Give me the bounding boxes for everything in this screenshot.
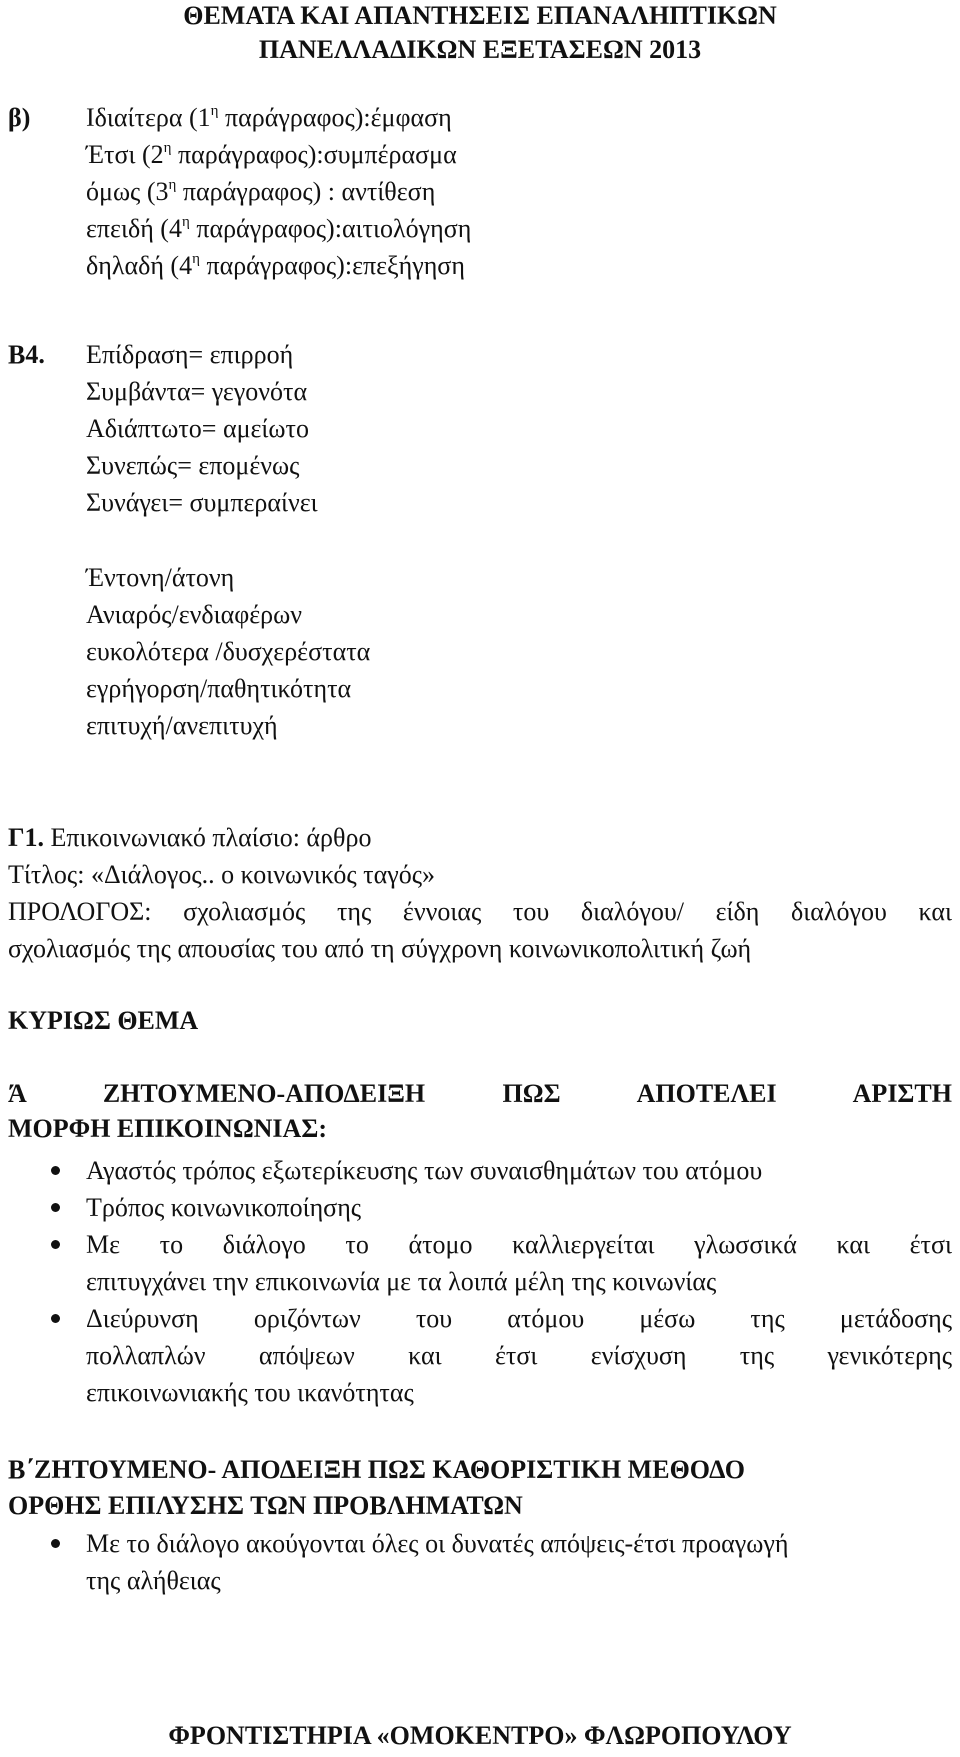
list-item-text: πολλαπλών απόψεων και έτσι ενίσχυση της γενικότερης [86, 1341, 952, 1370]
bullet-icon [51, 1539, 60, 1548]
section-b-item: Ιδιαίτερα ($1^\eta$ παράγραφος):έμφαση [86, 103, 452, 132]
section-b4-label: Β4. [8, 340, 45, 369]
list-item-text: επικοινωνιακής του ικανότητας [86, 1378, 414, 1407]
part-a-heading-line2: ΜΟΡΦΗ ΕΠΙΚΟΙΝΩΝΙΑΣ: [8, 1114, 327, 1143]
section-b-item: Έτσι ($2^\eta$ παράγραφος):συμπέρασμα [86, 140, 457, 169]
list-item-text: Με το διάλογο το άτομο καλλιεργείται γλωσσικά και έτσι [86, 1230, 952, 1259]
bullet-icon [51, 1166, 60, 1175]
list-item-text: Αγαστός τρόπος εξωτερίκευσης των συναισθημάτων του ατόμου [86, 1156, 763, 1185]
part-b-heading-line2: ΟΡΘΗΣ ΕΠΙΛΥΣΗΣ ΤΩΝ ΠΡΟΒΛΗΜΑΤΩΝ [8, 1491, 523, 1520]
synonym-item: Αδιάπτωτο= αμείωτο [86, 414, 309, 443]
document-title-line1: ΘΕΜΑΤΑ ΚΑΙ ΑΠΑΝΤΗΣΕΙΣ ΕΠΑΝΑΛΗΠΤΙΚΩΝ [183, 1, 777, 30]
antonym-item: επιτυχή/ανεπιτυχή [86, 711, 278, 740]
list-item-text: Διεύρυνση οριζόντων του ατόμου μέσω της μετάδοσης [86, 1304, 952, 1333]
prologue-line2: σχολιασμός της απουσίας του από τη σύγχρονη κοινωνικοπολιτική ζωή [8, 934, 752, 963]
antonym-item: εγρήγορση/παθητικότητα [86, 674, 352, 703]
list-item-text: Τρόπος κοινωνικοποίησης [86, 1193, 362, 1222]
antonym-item: Έντονη/άτονη [86, 563, 235, 592]
antonym-item: Ανιαρός/ενδιαφέρων [86, 600, 303, 629]
synonym-item: Συνεπώς= επομένως [86, 451, 300, 480]
section-b-label: β) [8, 103, 31, 132]
section-b-item: επειδή ($4^\eta$ παράγραφος):αιτιολόγηση [86, 214, 472, 243]
bullet-icon [51, 1240, 60, 1249]
list-item-text: της αλήθειας [86, 1566, 221, 1595]
bullet-icon [51, 1203, 60, 1212]
footer-text: ΦΡΟΝΤΙΣΤΗΡΙΑ «ΟΜΟΚΕΝΤΡΟ» ΦΛΩΡΟΠΟΥΛΟΥ [168, 1721, 792, 1750]
antonym-item: ευκολότερα /δυσχερέστατα [86, 637, 371, 666]
part-a-heading-line1: Ά ΖΗΤΟΥΜΕΝΟ-ΑΠΟΔΕΙΞΗ ΠΩΣ ΑΠΟΤΕΛΕΙ ΑΡΙΣΤΗ [8, 1079, 952, 1108]
section-b-item: δηλαδή ($4^\eta$ παράγραφος):επεξήγηση [86, 251, 465, 280]
list-item-text: επιτυγχάνει την επικοινωνία με τα λοιπά μέλη της κοινωνίας [86, 1267, 717, 1296]
prologue-line1: ΠΡΟΛΟΓΟΣ: σχολιασμός της έννοιας του διαλόγου/ είδη διαλόγου και [8, 897, 952, 926]
synonym-item: Επίδραση= επιρροή [86, 340, 294, 369]
article-title: Τίτλος: «Διάλογος.. ο κοινωνικός ταγός» [8, 860, 436, 889]
section-c1-context-line: Γ1. Επικοινωνιακό πλαίσιο: άρθρο [8, 823, 372, 852]
synonym-item: Συνάγει= συμπεραίνει [86, 488, 318, 517]
list-item-text: Με το διάλογο ακούγονται όλες οι δυνατές απόψεις-έτσι προαγωγή [86, 1529, 789, 1558]
main-heading: ΚΥΡΙΩΣ ΘΕΜΑ [8, 1006, 199, 1035]
part-b-heading-line1: Β΄ΖΗΤΟΥΜΕΝΟ- ΑΠΟΔΕΙΞΗ ΠΩΣ ΚΑΘΟΡΙΣΤΙΚΗ ΜΕΘΟΔΟ [8, 1455, 746, 1484]
bullet-icon [51, 1314, 60, 1323]
section-b-item: όμως ($3^\eta$ παράγραφος) : αντίθεση [86, 177, 436, 206]
synonym-item: Συμβάντα= γεγονότα [86, 377, 308, 406]
document-title-line2: ΠΑΝΕΛΛΑΔΙΚΩΝ ΕΞΕΤΑΣΕΩΝ 2013 [258, 35, 702, 64]
